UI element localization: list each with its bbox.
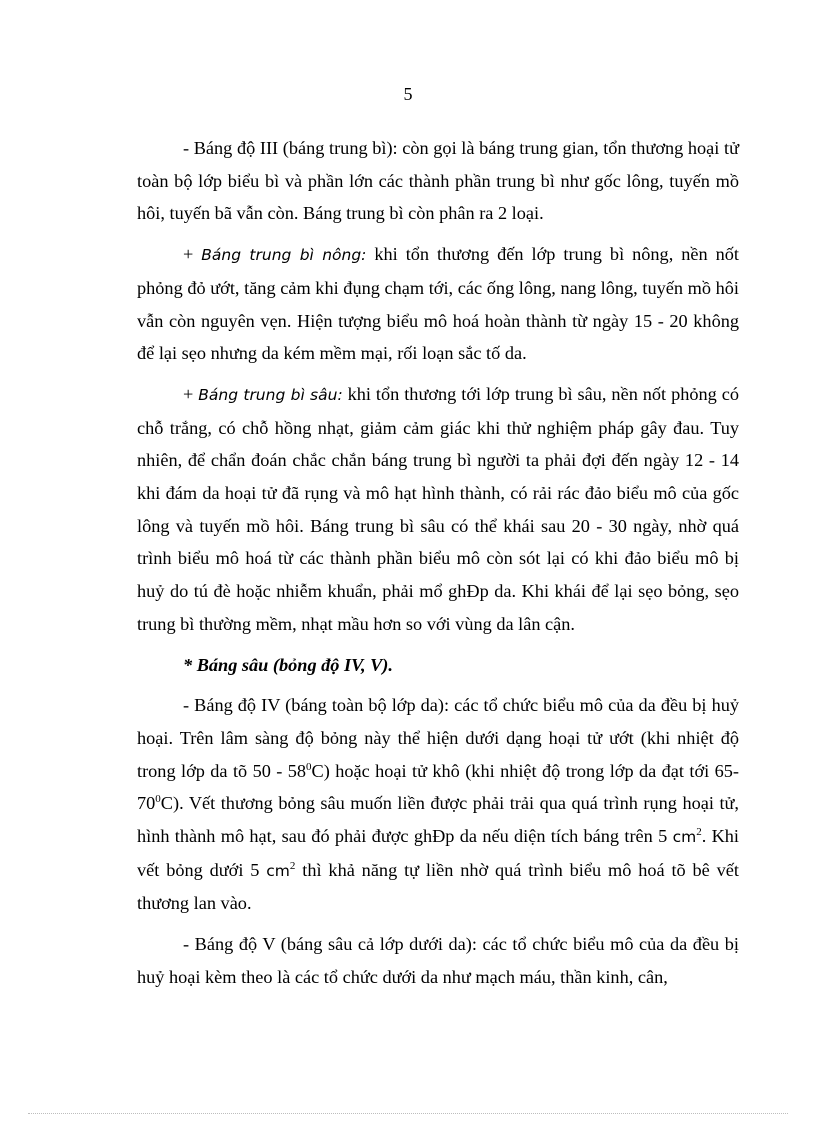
superscript: 2	[289, 859, 296, 872]
bullet-plus: +	[183, 244, 202, 265]
section-heading-deep-burns: * Báng sâu (bỏng độ IV, V).	[183, 654, 393, 675]
paragraph-burn-degree-3: - Báng độ III (báng trung bì): còn gọi là báng trung gian, tổn thương hoại tử toàn bộ lớp biểu bì và phần lớn các thành phần trung bì như gốc lông, tuyến mồ hôi, tuyến bã vẫn còn. Báng trung bì còn phân ra 2 loại.	[137, 138, 739, 224]
term-superficial-dermal: Báng trung bì nông:	[201, 246, 367, 265]
text-run: - Báng độ IV (báng toàn bộ lớp da): các tổ chức biểu mô của da đều bị huỷ hoại. Trên lâm sàng độ bỏng này thể hiện dưới dạng hoại tử ướt (khi nhiệt độ trong lớp da tõ 50 - 58	[137, 695, 739, 781]
paragraph-text: khi tổn thương đến lớp trung bì nông, nền nốt phỏng đỏ ướt, tăng cảm khi đụng chạm tới, các ống lông, nang lông, tuyến mồ hôi vẫn còn nguyên vẹn. Hiện tượng biểu mô hoá hoàn thành từ ngày 15 - 20 không để lại sẹo nhưng da kém mềm mại, rối loạn sắc tố da.	[137, 244, 739, 364]
paragraph-deep-dermal	[137, 378, 739, 641]
superscript: 0	[155, 793, 161, 806]
paragraph-text: khi tổn thương tới lớp trung bì sâu, nền nốt phỏng có chỗ trắng, có chỗ hồng nhạt, giảm cảm giác khi thử nghiệm pháp gây đau. Tuy nhiên, để chẩn đoán chắc chắn báng trung bì người ta phải đợi đến ngày 12 - 14 khi đám da hoại tử đã rụng và mô hạt hình thành, có rải rác đảo biểu mô của gốc lông và tuyến mồ hôi. Báng trung bì sâu có thể khái sau 20 - 30 ngày, nhờ quá trình biểu mô hoá từ các thành phần biểu mô còn sót lại có khi đảo biểu mô bị huỷ do tú đè hoặc nhiễm khuẩn, phải mổ ghĐp da. Khi khái để lại sẹo bỏng, sẹo trung bì thường mềm, nhạt mầu hơn so với vùng da lân cận.	[137, 383, 739, 634]
superscript: 0	[306, 760, 312, 773]
text-run: thì khả năng tự liền nhờ quá trình biểu mô hoá tõ bê vết thương lan vào.	[137, 859, 739, 914]
paragraph-burn-degree-4	[137, 689, 739, 920]
superscript: 2	[696, 825, 702, 838]
text-run: C) hoặc hoại tử khô (khi nhiệt độ trong lớp da đạt tới 65-70	[137, 760, 739, 814]
term-deep-dermal: Báng trung bì sâu:	[198, 385, 343, 404]
page-number: 5	[403, 84, 413, 104]
paragraph-burn-degree-5: - Báng độ V (báng sâu cả lớp dưới da): các tổ chức biểu mô của da đều bị huỷ hoại kèm theo là các tổ chức dưới da như mạch máu, thần kinh, cân,	[137, 934, 739, 987]
unit-cm: cm	[672, 828, 697, 847]
paragraph-superficial-dermal	[137, 238, 739, 370]
unit-cm: cm	[266, 861, 290, 880]
text-run: C). Vết thương bỏng sâu muốn liền được phải trải qua quá trình rụng hoại tử, hình thành mô hạt, sau đó phải được ghĐp da nếu diện tích báng trên 5	[137, 793, 739, 847]
document-body	[137, 132, 739, 1002]
text-run: . Khi vết bỏng dưới 5	[137, 826, 739, 880]
page-bottom-divider	[28, 1113, 788, 1114]
bullet-plus: +	[183, 383, 199, 404]
